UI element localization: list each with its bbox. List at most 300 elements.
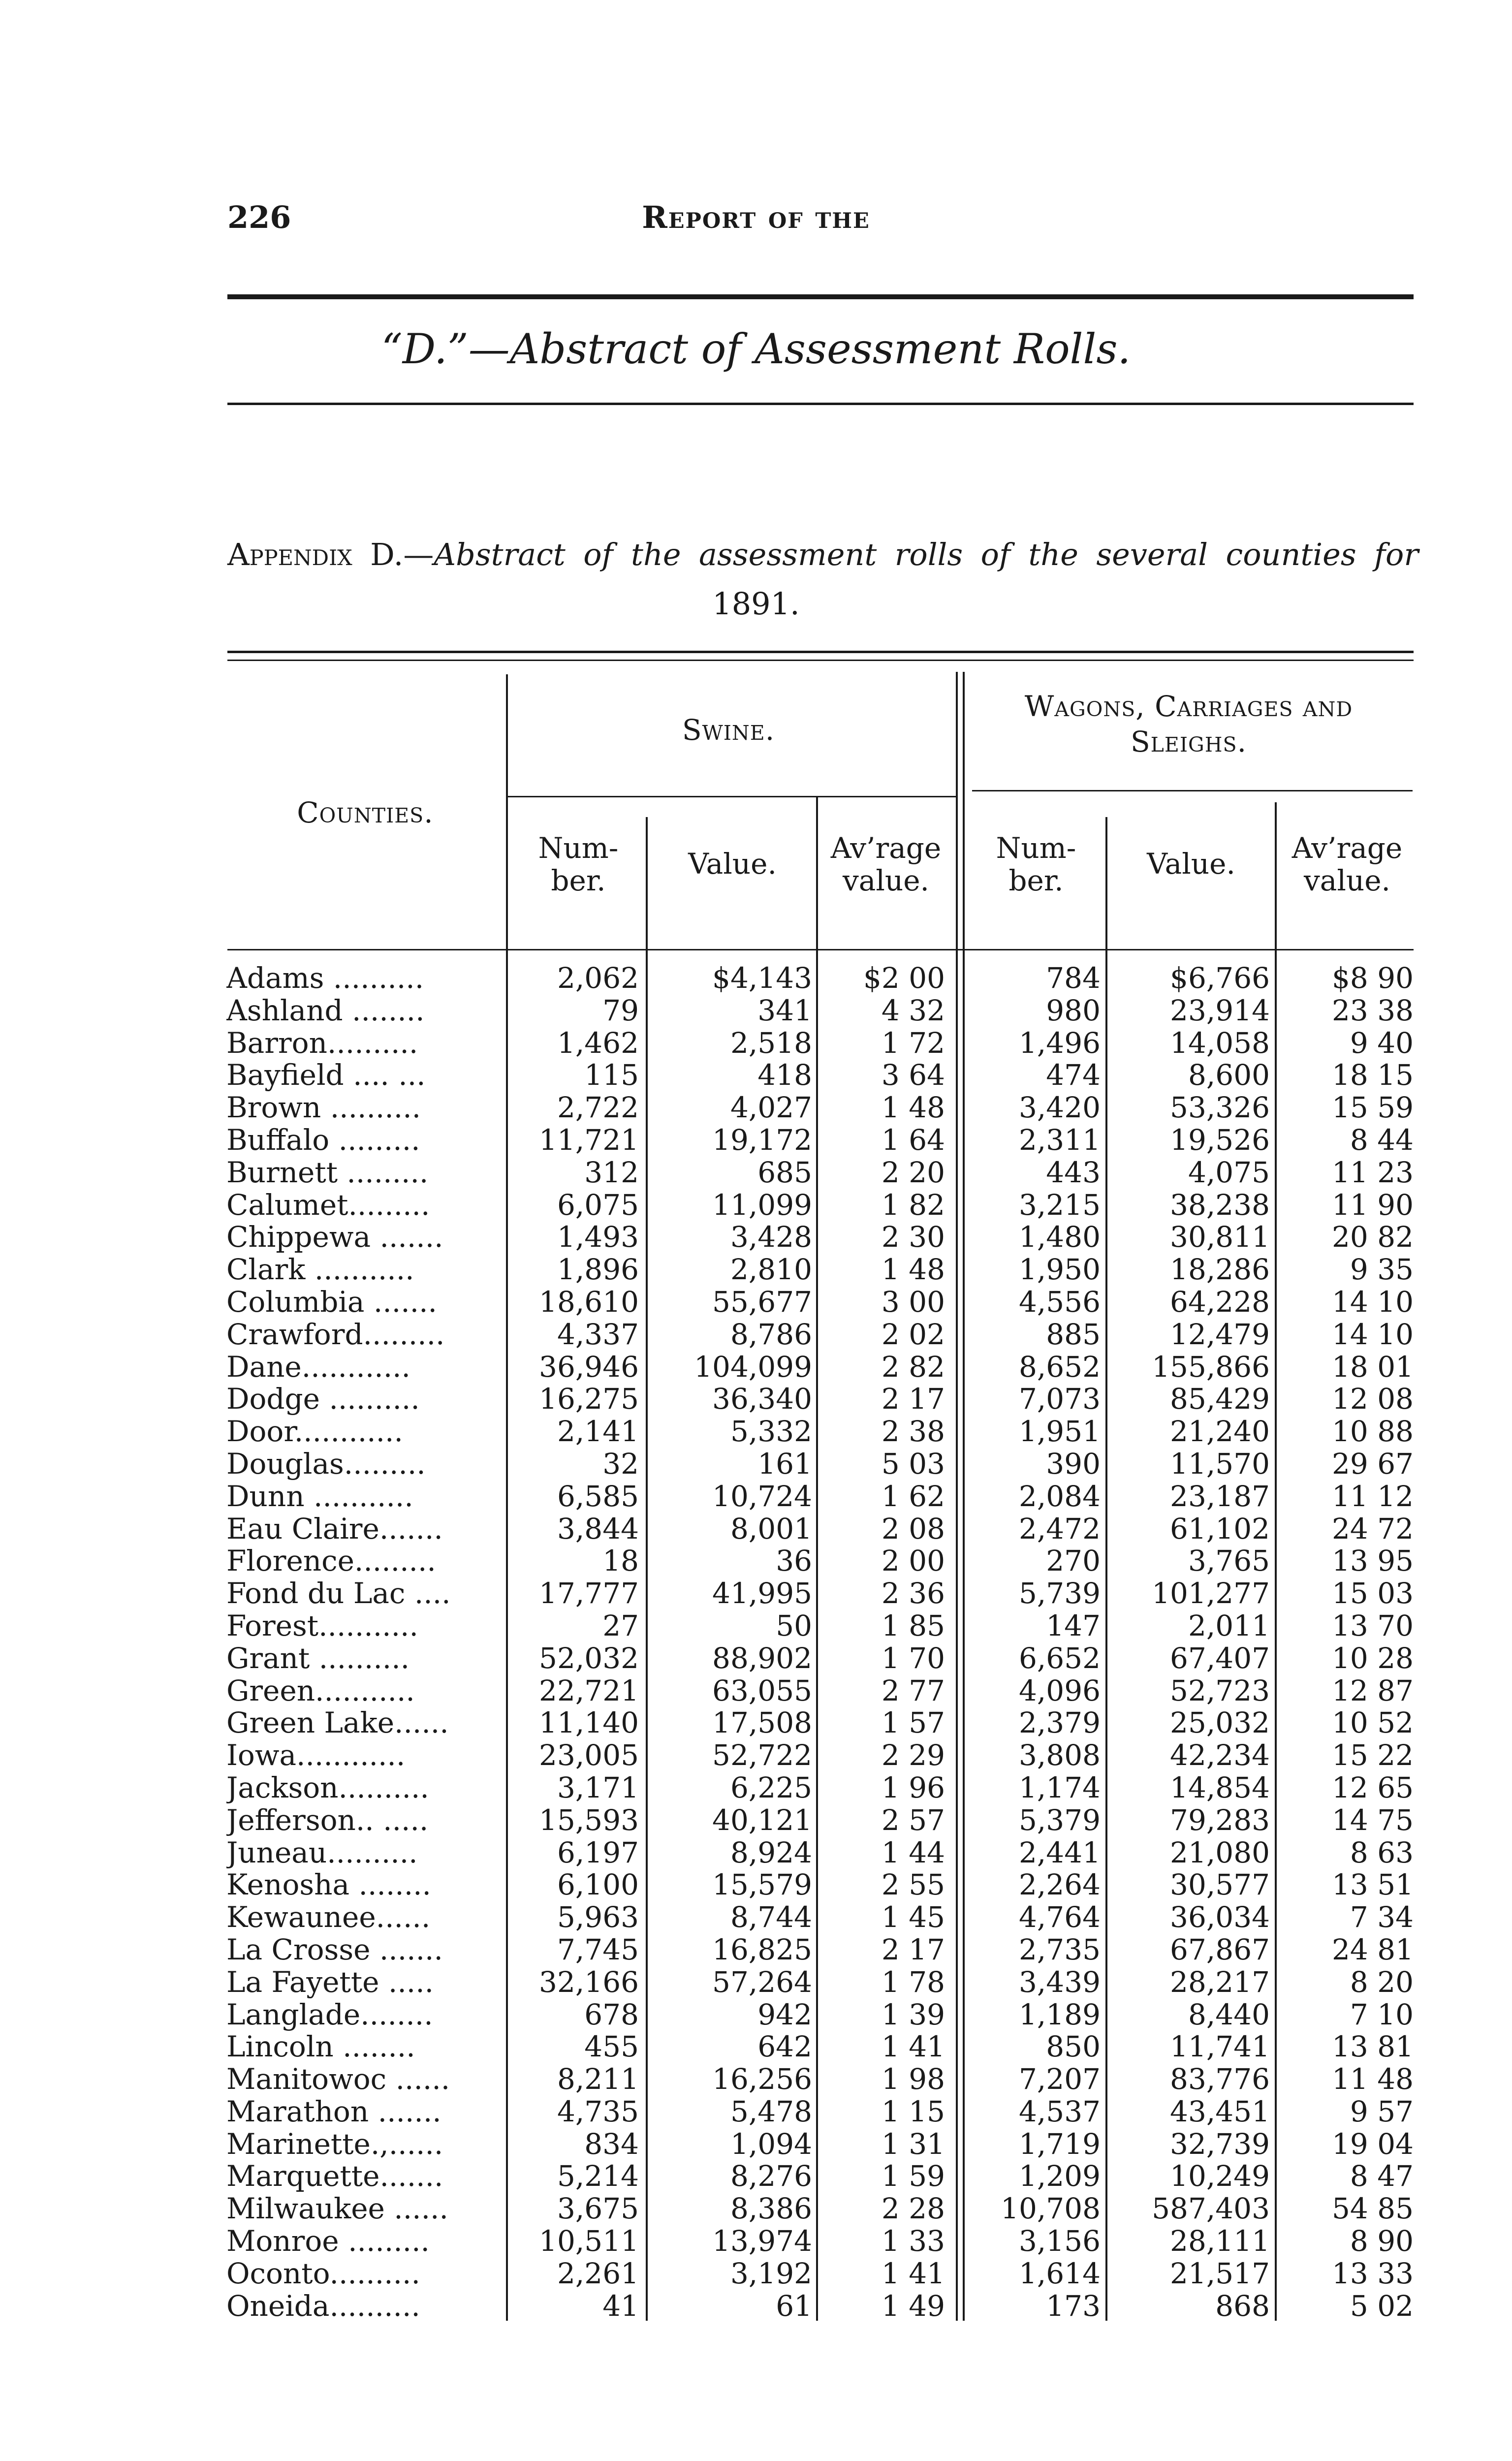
swine-number-cell: 3,675 [557,2192,639,2226]
swine-average-cell: 1 62 [881,1479,945,1513]
county-name: Calumet......... [226,1189,430,1222]
swine-number-cell: 6,585 [557,1479,639,1513]
wagons-average-cell: 19 04 [1331,2127,1414,2161]
swine-value-cell: 942 [757,1997,812,2031]
swine-value-cell: 6,225 [730,1770,812,1804]
swine-value-cell: 5,332 [730,1415,812,1449]
county-name: Milwaukee ...... [226,2193,448,2226]
wagons-number-header-1: Num- [996,831,1076,865]
wagons-number-cell: 3,808 [1018,1738,1101,1772]
county-name: Bayfield .... ... [226,1059,426,1092]
swine-value-cell: 13,974 [712,2224,812,2258]
table-row [0,1999,1512,2031]
wagons-value-cell: 4,075 [1188,1155,1270,1189]
wagons-value-cell: 14,854 [1170,1770,1270,1804]
county-name: Manitowoc ...... [226,2063,450,2096]
header-bottom-rule [227,949,1414,950]
county-name: Douglas......... [226,1448,426,1481]
swine-average-cell: 4 32 [881,993,945,1027]
swine-number-cell: 22,721 [539,1673,639,1707]
county-name: Barron.......... [226,1027,418,1060]
swine-average-cell: 1 41 [881,2256,945,2290]
wagons-average-cell: 14 10 [1331,1317,1414,1351]
wagons-number-cell: 3,156 [1018,2224,1101,2258]
wagons-value-cell: 155,866 [1152,1350,1270,1384]
county-name: Dane............ [226,1351,410,1384]
wagons-number-cell: 4,764 [1018,1900,1101,1934]
swine-average-cell: 1 31 [881,2127,945,2161]
swine-number-cell: 18,610 [539,1285,639,1319]
swine-average-cell: 1 49 [881,2289,945,2323]
table-row [0,1383,1512,1416]
page-number: 226 [227,199,291,235]
wagons-number-cell: 2,472 [1018,1512,1101,1546]
swine-average-cell: 1 78 [881,1965,945,1999]
wagons-average-cell: 23 38 [1331,993,1414,1027]
wagons-value-cell: 67,867 [1170,1932,1270,1966]
appendix-year: 1891. [712,586,800,622]
wagons-number-cell: 2,379 [1018,1706,1101,1740]
swine-average-cell: 1 85 [881,1609,945,1642]
wagons-value-cell: 32,739 [1170,2127,1270,2161]
wagons-average-cell: 12 87 [1331,1673,1414,1707]
swine-average-cell: 2 29 [881,1738,945,1772]
wagons-number-cell: 4,537 [1018,2094,1101,2128]
wagons-average-cell: 14 10 [1331,1285,1414,1319]
wagons-value-cell: 21,517 [1170,2256,1270,2290]
swine-value-cell: 61 [776,2289,812,2323]
swine-value-cell: 36 [776,1544,812,1578]
table-row [0,1124,1512,1157]
wagons-number-cell: 3,439 [1018,1965,1101,1999]
wagons-number-cell: 443 [1046,1155,1101,1189]
table-row [0,2031,1512,2063]
table-row [0,1254,1512,1286]
county-name: Dodge .......... [226,1383,420,1416]
swine-value-cell: 5,478 [730,2094,812,2128]
county-name: Jefferson.. ..... [226,1804,429,1837]
wagons-number-cell: 270 [1046,1544,1101,1578]
wagons-value-cell: 61,102 [1170,1512,1270,1546]
swine-average-cell: 2 77 [881,1673,945,1707]
swine-value-cell: 55,677 [712,1285,812,1319]
table-row [0,1286,1512,1319]
table-row [0,1319,1512,1351]
wagons-number-header-2: ber. [1008,864,1064,897]
table-row [0,1804,1512,1837]
swine-value-cell: 10,724 [712,1479,812,1513]
wagons-value-cell: 12,479 [1170,1317,1270,1351]
county-name: Marinette.,...... [226,2128,443,2161]
swine-average-cell: 1 70 [881,1641,945,1675]
table-row [0,2128,1512,2161]
wagons-number-cell: 3,420 [1018,1091,1101,1125]
table-row [0,1675,1512,1707]
swine-average-cell: 1 48 [881,1091,945,1125]
wagons-average-cell: 13 51 [1331,1868,1414,1902]
swine-average-cell: 1 98 [881,2062,945,2096]
table-row [0,1869,1512,1901]
swine-value-cell: 11,099 [712,1188,812,1222]
swine-average-cell: 2 28 [881,2192,945,2226]
counties-header: Counties. [297,796,434,829]
swine-value-cell: 2,810 [730,1253,812,1287]
county-name: Kewaunee...... [226,1901,431,1934]
swine-value-cell: 17,508 [712,1706,812,1740]
swine-value-cell: 418 [757,1058,812,1092]
swine-number-cell: 10,511 [539,2224,639,2258]
county-name: Fond du Lac .... [226,1578,451,1610]
table-row [0,1481,1512,1513]
swine-number-cell: 2,261 [557,2256,639,2290]
swine-value-cell: 41,995 [712,1577,812,1610]
swine-average-cell: $2 00 [863,961,945,995]
wagons-average-cell: 10 52 [1331,1706,1414,1740]
table-row [0,1966,1512,1999]
swine-value-cell: 104,099 [694,1350,812,1384]
swine-value-cell: 19,172 [712,1123,812,1157]
wagons-value-cell: 36,034 [1170,1900,1270,1934]
swine-average-cell: 2 02 [881,1317,945,1351]
wagons-average-cell: 29 67 [1331,1447,1414,1481]
county-name: Burnett ......... [226,1156,429,1189]
swine-value-cell: 36,340 [712,1382,812,1416]
county-name: Chippewa ....... [226,1221,443,1254]
swine-average-cell: 5 03 [881,1447,945,1481]
swine-number-cell: 6,197 [557,1835,639,1869]
table-top-rule-2 [227,660,1414,661]
wagons-average-header-2: value. [1303,864,1390,897]
swine-average-cell: 1 82 [881,1188,945,1222]
appendix-label: Appendix D. [227,536,404,572]
wagons-average-cell: 15 59 [1331,1091,1414,1125]
running-head: Report of the [642,199,870,235]
swine-value-cell: 8,386 [730,2192,812,2226]
wagons-average-cell: 24 72 [1331,1512,1414,1546]
wagons-number-cell: 1,189 [1018,1997,1101,2031]
wagons-value-cell: $6,766 [1170,961,1270,995]
wagons-number-cell: 850 [1046,2030,1101,2064]
table-row [0,1642,1512,1675]
wagons-average-cell: 10 88 [1331,1415,1414,1449]
swine-value-cell: 52,722 [712,1738,812,1772]
swine-number-header-2: ber. [551,864,606,897]
wagons-average-cell: 7 34 [1350,1900,1414,1934]
swine-average-cell: 1 57 [881,1706,945,1740]
swine-average-cell: 2 38 [881,1415,945,1449]
table-row [0,1837,1512,1869]
swine-number-cell: 79 [602,993,639,1027]
wagons-value-cell: 79,283 [1170,1803,1270,1837]
wagons-value-cell: 101,277 [1152,1577,1270,1610]
swine-average-cell: 1 64 [881,1123,945,1157]
wagons-value-cell: 85,429 [1170,1382,1270,1416]
swine-number-cell: 6,100 [557,1868,639,1902]
wagons-value-cell: 67,407 [1170,1641,1270,1675]
swine-number-cell: 32,166 [539,1965,639,1999]
swine-number-cell: 1,896 [557,1253,639,1287]
swine-average-cell: 2 00 [881,1544,945,1578]
swine-number-cell: 8,211 [557,2062,639,2096]
wagons-average-cell: 15 03 [1331,1577,1414,1610]
wagons-average-cell: 8 20 [1350,1965,1414,1999]
table-row [0,1545,1512,1578]
wagons-average-cell: 8 63 [1350,1835,1414,1869]
county-name: Crawford......... [226,1318,445,1351]
wagons-average-cell: 8 90 [1350,2224,1414,2258]
swine-value-cell: 40,121 [712,1803,812,1837]
table-row [0,1901,1512,1934]
appendix-caption [227,536,1418,572]
group-divider-swine [508,796,956,797]
swine-value-cell: 16,256 [712,2062,812,2096]
table-row [0,1351,1512,1384]
wagons-number-cell: 5,379 [1018,1803,1101,1837]
swine-number-cell: 1,462 [557,1026,639,1060]
wagons-average-cell: 8 47 [1350,2159,1414,2193]
wagons-number-cell: 980 [1046,993,1101,1027]
swine-average-cell: 1 39 [881,1997,945,2031]
swine-value-cell: 8,276 [730,2159,812,2193]
table-row [0,1027,1512,1060]
swine-average-cell: 1 15 [881,2094,945,2128]
table-row [0,995,1512,1027]
swine-number-cell: 3,844 [557,1512,639,1546]
swine-average-cell: 1 45 [881,1900,945,1934]
swine-number-cell: 2,062 [557,961,639,995]
wagons-group-header-line1: Wagons, Carriages and [1024,690,1353,723]
swine-value-cell: 161 [757,1447,812,1481]
wagons-value-cell: 3,765 [1188,1544,1270,1578]
swine-value-cell: 57,264 [712,1965,812,1999]
appendix-dash: — [403,536,434,572]
swine-value-cell: 50 [776,1609,812,1642]
swine-average-cell: 2 17 [881,1382,945,1416]
county-name: Oneida.......... [226,2290,420,2323]
wagons-average-cell: 11 90 [1331,1188,1414,1222]
wagons-number-cell: 3,215 [1018,1188,1101,1222]
swine-value-cell: 8,001 [730,1512,812,1546]
wagons-number-cell: 2,735 [1018,1932,1101,1966]
swine-average-cell: 2 17 [881,1932,945,1966]
wagons-number-cell: 784 [1046,961,1101,995]
wagons-number-cell: 7,073 [1018,1382,1101,1416]
county-name: Brown .......... [226,1092,421,1124]
wagons-average-cell: 20 82 [1331,1220,1414,1254]
wagons-average-cell: 13 81 [1331,2030,1414,2064]
wagons-value-cell: 11,741 [1170,2030,1270,2064]
table-row [0,1739,1512,1772]
swine-average-cell: 3 00 [881,1285,945,1319]
county-name: Marquette....... [226,2160,443,2193]
swine-average-cell: 1 59 [881,2159,945,2193]
table-row [0,2096,1512,2128]
swine-number-cell: 32 [602,1447,639,1481]
swine-average-cell: 2 55 [881,1868,945,1902]
county-name: Juneau.......... [226,1836,418,1869]
swine-average-cell: 1 44 [881,1835,945,1869]
wagons-value-cell: 25,032 [1170,1706,1270,1740]
wagons-average-cell: 18 15 [1331,1058,1414,1092]
county-name: Grant .......... [226,1642,410,1675]
table-row [0,962,1512,995]
wagons-value-cell: 23,914 [1170,993,1270,1027]
wagons-number-cell: 4,096 [1018,1673,1101,1707]
wagons-number-cell: 2,084 [1018,1479,1101,1513]
wagons-number-cell: 2,441 [1018,1835,1101,1869]
swine-value-cell: 8,786 [730,1317,812,1351]
county-name: Eau Claire....... [226,1513,443,1546]
swine-average-header-2: value. [842,864,929,897]
wagons-number-cell: 1,951 [1018,1415,1101,1449]
swine-number-cell: 6,075 [557,1188,639,1222]
wagons-average-header-1: Av’rage [1292,831,1403,865]
wagons-number-cell: 1,209 [1018,2159,1101,2193]
swine-average-cell: 3 64 [881,1058,945,1092]
wagons-value-cell: 21,080 [1170,1835,1270,1869]
swine-value-cell: 63,055 [712,1673,812,1707]
swine-average-cell: 1 41 [881,2030,945,2064]
wagons-number-cell: 474 [1046,1058,1101,1092]
swine-number-cell: 678 [584,1997,639,2031]
swine-average-cell: 2 30 [881,1220,945,1254]
wagons-number-cell: 1,174 [1018,1770,1101,1804]
county-name: Lincoln ........ [226,2031,415,2064]
county-name: Langlade........ [226,1998,433,2031]
wagons-number-cell: 390 [1046,1447,1101,1481]
wagons-value-cell: 83,776 [1170,2062,1270,2096]
wagons-number-cell: 885 [1046,1317,1101,1351]
section-title: “D.”—Abstract of Assessment Rolls. [381,325,1131,373]
swine-number-cell: 41 [602,2289,639,2323]
swine-value-cell: 8,744 [730,1900,812,1934]
swine-number-cell: 7,745 [557,1932,639,1966]
county-name: Florence......... [226,1545,436,1578]
table-row [0,2160,1512,2193]
swine-number-cell: 4,735 [557,2094,639,2128]
swine-average-cell: 1 72 [881,1026,945,1060]
wagons-value-cell: 23,187 [1170,1479,1270,1513]
swine-number-cell: 17,777 [539,1577,639,1610]
swine-average-cell: 1 96 [881,1770,945,1804]
table-row [0,1934,1512,1966]
wagons-value-cell: 52,723 [1170,1673,1270,1707]
swine-average-cell: 2 08 [881,1512,945,1546]
wagons-average-cell: 7 10 [1350,1997,1414,2031]
wagons-value-cell: 28,217 [1170,1965,1270,1999]
swine-number-cell: 52,032 [539,1641,639,1675]
appendix-text: Abstract of the assessment rolls of the several counties for [434,536,1419,572]
county-name: Monroe ......... [226,2225,430,2258]
wagons-value-cell: 30,811 [1170,1220,1270,1254]
swine-average-cell: 2 36 [881,1577,945,1610]
swine-number-cell: 18 [602,1544,639,1578]
wagons-value-cell: 587,403 [1152,2192,1270,2226]
county-name: La Fayette ..... [226,1966,434,1999]
swine-number-header-1: Num- [538,831,619,865]
county-name: Door............ [226,1416,403,1448]
county-name: Ashland ........ [226,994,425,1027]
wagons-number-cell: 1,950 [1018,1253,1101,1287]
swine-number-cell: 115 [584,1058,639,1092]
swine-average-cell: 2 57 [881,1803,945,1837]
wagons-number-cell: 147 [1046,1609,1101,1642]
swine-number-cell: 312 [584,1155,639,1189]
wagons-average-cell: 9 57 [1350,2094,1414,2128]
wagons-group-header-line2: Sleighs. [1130,725,1247,758]
swine-value-cell: 88,902 [712,1641,812,1675]
wagons-value-cell: 19,526 [1170,1123,1270,1157]
swine-number-cell: 3,171 [557,1770,639,1804]
swine-value-cell: 15,579 [712,1868,812,1902]
swine-value-cell: 2,518 [730,1026,812,1060]
table-top-rule-1 [227,651,1414,653]
swine-number-cell: 27 [602,1609,639,1642]
header-rule-top [227,294,1414,299]
swine-average-header-1: Av’rage [830,831,942,865]
swine-number-cell: 23,005 [539,1738,639,1772]
wagons-number-cell: 1,480 [1018,1220,1101,1254]
wagons-average-cell: 9 40 [1350,1026,1414,1060]
wagons-value-cell: 43,451 [1170,2094,1270,2128]
swine-average-cell: 1 33 [881,2224,945,2258]
swine-value-cell: 1,094 [730,2127,812,2161]
table-row [0,1513,1512,1546]
wagons-average-cell: $8 90 [1331,961,1414,995]
wagons-value-cell: 28,111 [1170,2224,1270,2258]
swine-number-cell: 5,214 [557,2159,639,2193]
wagons-average-cell: 12 65 [1331,1770,1414,1804]
wagons-average-cell: 54 85 [1331,2192,1414,2226]
county-name: Marathon ....... [226,2095,441,2128]
wagons-number-cell: 173 [1046,2289,1101,2323]
wagons-value-cell: 868 [1215,2289,1270,2323]
wagons-number-cell: 6,652 [1018,1641,1101,1675]
wagons-number-cell: 7,207 [1018,2062,1101,2096]
swine-value-header: Value. [688,847,777,881]
swine-number-cell: 1,493 [557,1220,639,1254]
table-row [0,2290,1512,2323]
table-row [0,1707,1512,1739]
swine-value-cell: 4,027 [730,1091,812,1125]
swine-value-cell: 16,825 [712,1932,812,1966]
swine-number-cell: 16,275 [539,1382,639,1416]
swine-value-cell: 3,192 [730,2256,812,2290]
table-row [0,1416,1512,1448]
wagons-average-cell: 11 23 [1331,1155,1414,1189]
wagons-value-cell: 10,249 [1170,2159,1270,2193]
wagons-average-cell: 5 02 [1350,2289,1414,2323]
county-name: Green Lake...... [226,1707,449,1740]
wagons-value-cell: 8,440 [1188,1997,1270,2031]
county-name: Oconto.......... [226,2257,420,2290]
swine-value-cell: 685 [757,1155,812,1189]
swine-number-cell: 11,721 [539,1123,639,1157]
wagons-average-cell: 11 48 [1331,2062,1414,2096]
swine-number-cell: 5,963 [557,1900,639,1934]
table-row [0,1157,1512,1189]
county-name: Kenosha ........ [226,1869,431,1902]
wagons-number-cell: 5,739 [1018,1577,1101,1610]
swine-number-cell: 15,593 [539,1803,639,1837]
swine-value-cell: 642 [757,2030,812,2064]
swine-number-cell: 834 [584,2127,639,2161]
county-name: Jackson.......... [226,1771,429,1804]
table-row [0,2258,1512,2290]
wagons-value-header: Value. [1147,847,1235,881]
swine-number-cell: 4,337 [557,1317,639,1351]
swine-value-cell: $4,143 [712,961,812,995]
